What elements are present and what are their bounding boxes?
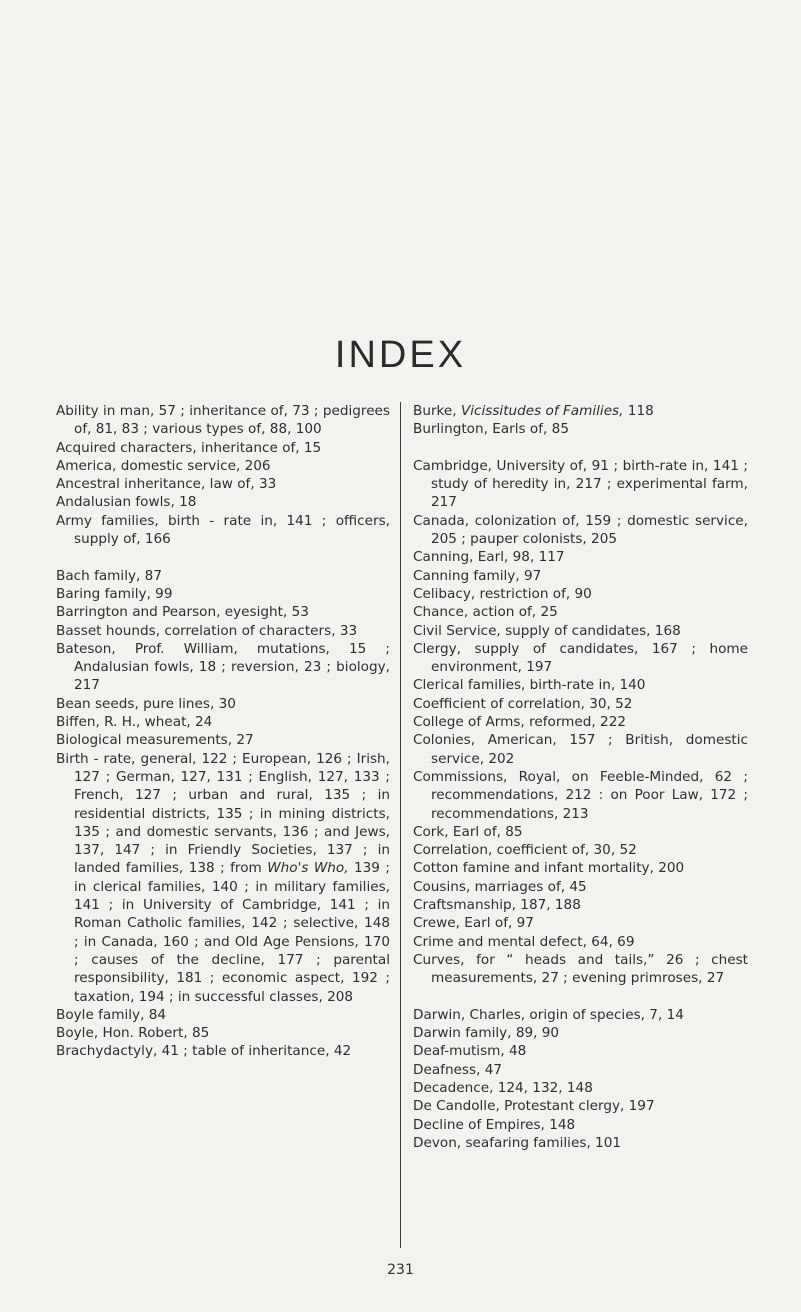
index-entry bbox=[56, 567, 390, 585]
index-entry bbox=[413, 878, 748, 896]
index-entry-text: Ancestral inheritance, law of, 33 bbox=[56, 476, 277, 493]
index-entry bbox=[56, 475, 390, 493]
index-entry-text: Boyle, Hon. Robert, 85 bbox=[56, 1025, 210, 1042]
index-entry bbox=[56, 457, 390, 475]
index-entry-text: Decline of Empires, 148 bbox=[413, 1116, 576, 1133]
index-entry-text: Canning family, 97 bbox=[413, 567, 542, 584]
index-entry-text: Cotton famine and infant mortality, 200 bbox=[413, 860, 685, 877]
index-entry bbox=[413, 1061, 748, 1079]
index-entry bbox=[56, 493, 390, 511]
index-entry-text: Bach family, 87 bbox=[56, 567, 162, 584]
index-entry-text: Bateson, Prof. William, mutations, 15 ; Andalusian fowls, 18 ; reversion, 23 ; biology, 217 bbox=[56, 640, 390, 694]
index-entry bbox=[413, 1097, 748, 1115]
index-entry bbox=[56, 713, 390, 731]
index-entry-text: Brachydactyly, 41 ; table of inheritance, 42 bbox=[56, 1043, 352, 1060]
index-entry bbox=[413, 1042, 748, 1060]
index-entry-text: Burlington, Earls of, 85 bbox=[413, 421, 569, 438]
index-entry-title: Vicissitudes of Families, bbox=[460, 403, 624, 419]
index-entry-text: Crewe, Earl of, 97 bbox=[413, 915, 534, 932]
index-entry-text: Crime and mental defect, 64, 69 bbox=[413, 933, 635, 950]
index-entry-text: Andalusian fowls, 18 bbox=[56, 494, 197, 511]
index-entry bbox=[413, 1134, 748, 1152]
index-entry bbox=[56, 512, 390, 549]
index-entry bbox=[413, 420, 748, 438]
index-entry bbox=[56, 695, 390, 713]
index-entry-text: Canning, Earl, 98, 117 bbox=[413, 549, 565, 566]
index-entry bbox=[413, 695, 748, 713]
index-entry-text-continued: 118 bbox=[623, 403, 654, 419]
index-entry bbox=[413, 896, 748, 914]
column-divider bbox=[400, 402, 401, 1248]
index-entry-text: Chance, action of, 25 bbox=[413, 604, 558, 621]
index-entry-text: Deafness, 47 bbox=[413, 1061, 503, 1078]
index-entry bbox=[413, 1116, 748, 1134]
index-entry bbox=[413, 859, 748, 877]
index-column-left bbox=[56, 402, 390, 1061]
index-entry-text: College of Arms, reformed, 222 bbox=[413, 714, 627, 731]
index-entry-text: Basset hounds, correlation of characters, 33 bbox=[56, 622, 358, 639]
index-entry bbox=[413, 548, 748, 566]
index-entry-text: Army families, birth - rate in, 141 ; officers, supply of, 166 bbox=[56, 512, 390, 548]
index-entry bbox=[56, 1006, 390, 1024]
index-entry-text: Colonies, American, 157 ; British, domestic service, 202 bbox=[413, 732, 748, 767]
index-entry bbox=[56, 731, 390, 749]
index-entry bbox=[413, 603, 748, 621]
index-entry bbox=[56, 750, 390, 1006]
index-entry bbox=[413, 567, 748, 585]
index-entry bbox=[56, 585, 390, 603]
index-entry bbox=[56, 439, 390, 457]
index-entry bbox=[413, 713, 748, 731]
index-entry bbox=[56, 640, 390, 695]
index-entry bbox=[56, 622, 390, 640]
index-entry-text: Darwin, Charles, origin of species, 7, 14 bbox=[413, 1006, 684, 1023]
index-entry bbox=[413, 585, 748, 603]
index-entry bbox=[413, 768, 748, 823]
index-entry-text: Canada, colonization of, 159 ; domestic service, 205 ; pauper colonists, 205 bbox=[413, 512, 748, 548]
index-entry-text: Clergy, supply of candidates, 167 ; home environment, 197 bbox=[413, 640, 748, 676]
index-entry-title: Who's Who, bbox=[267, 860, 349, 877]
index-entry bbox=[56, 402, 390, 439]
index-entry bbox=[56, 1042, 390, 1060]
index-entry-text: Craftsmanship, 187, 188 bbox=[413, 897, 581, 914]
page-title: INDEX bbox=[334, 334, 467, 376]
index-entry-text: Cousins, marriages of, 45 bbox=[413, 878, 587, 895]
index-entry bbox=[413, 933, 748, 951]
index-entry-text-continued: 139 ; in clerical families, 140 ; in military families, 141 ; in University of Cambridge, 141 ; in Roman Catholic families, 142 ; selective, 148 ; in Canada, 160 ; and Old Age Pensions, 170 ; causes of the decline, 177 ; parental responsibility, 181 ; economic aspect, 192 ; taxation, 194 ; in successful classes, 208 bbox=[74, 860, 390, 1005]
index-entry-text: Birth - rate, general, 122 ; European, 126 ; Irish, 127 ; German, 127, 131 ; English, 127, 133 ; French, 127 ; urban and rural, 135 ; in residential districts, 135 ; in mining districts, 135 ; and domestic servants, 136 ; and Jews, 137, 147 ; in Friendly Societies, 137 ; in landed families, 138 ; from bbox=[56, 750, 390, 877]
index-entry bbox=[413, 402, 748, 420]
index-entry-text: Celibacy, restriction of, 90 bbox=[413, 585, 592, 602]
index-entry-text: Coefficient of correlation, 30, 52 bbox=[413, 695, 633, 712]
index-entry-text: Baring family, 99 bbox=[56, 585, 173, 602]
index-entry-text: Civil Service, supply of candidates, 168 bbox=[413, 622, 681, 639]
index-entry-text: Cork, Earl of, 85 bbox=[413, 823, 523, 840]
index-entry-text: Devon, seafaring families, 101 bbox=[413, 1134, 621, 1151]
index-entry bbox=[413, 1006, 748, 1024]
index-entry bbox=[413, 823, 748, 841]
index-entry-text: Clerical families, birth-rate in, 140 bbox=[413, 677, 646, 694]
index-entry bbox=[413, 841, 748, 859]
index-entry bbox=[413, 914, 748, 932]
index-entry bbox=[56, 603, 390, 621]
index-entry bbox=[413, 731, 748, 768]
index-entry-text: Burke, bbox=[413, 403, 461, 419]
index-entry-text: Barrington and Pearson, eyesight, 53 bbox=[56, 604, 309, 621]
index-entry-text: Darwin family, 89, 90 bbox=[413, 1025, 560, 1042]
page-number: 231 bbox=[387, 1262, 414, 1278]
index-entry bbox=[413, 457, 748, 512]
index-entry-text: Ability in man, 57 ; inheritance of, 73 ; pedigrees of, 81, 83 ; various types of, 88, 100 bbox=[56, 403, 390, 438]
index-entry-text: De Candolle, Protestant clergy, 197 bbox=[413, 1098, 655, 1115]
index-entry-text: Cambridge, University of, 91 ; birth-rate in, 141 ; study of heredity in, 217 ; experimental farm, 217 bbox=[413, 457, 748, 511]
index-entry-text: Deaf-mutism, 48 bbox=[413, 1043, 527, 1060]
index-entry-text: Biffen, R. H., wheat, 24 bbox=[56, 714, 213, 731]
index-entry-text: Bean seeds, pure lines, 30 bbox=[56, 695, 236, 712]
index-entry bbox=[56, 1024, 390, 1042]
index-entry bbox=[413, 1079, 748, 1097]
index-column-right bbox=[413, 402, 748, 1152]
index-entry bbox=[413, 951, 748, 988]
index-entry-text: Commissions, Royal, on Feeble-Minded, 62 ; recommendations, 212 : on Poor Law, 172 ; recommendations, 213 bbox=[413, 768, 748, 822]
index-entry-text: Curves, for “ heads and tails,” 26 ; chest measurements, 27 ; evening primroses, 27 bbox=[413, 951, 748, 987]
index-entry-text: Correlation, coefficient of, 30, 52 bbox=[413, 842, 637, 859]
index-entry bbox=[413, 640, 748, 677]
index-entry bbox=[413, 676, 748, 694]
index-entry-text: Acquired characters, inheritance of, 15 bbox=[56, 439, 322, 456]
index-entry bbox=[413, 1024, 748, 1042]
index-entry bbox=[413, 512, 748, 549]
index-entry bbox=[413, 622, 748, 640]
index-entry-text: America, domestic service, 206 bbox=[56, 457, 271, 474]
index-entry-text: Biological measurements, 27 bbox=[56, 732, 254, 749]
index-entry-text: Boyle family, 84 bbox=[56, 1006, 167, 1023]
index-entry-text: Decadence, 124, 132, 148 bbox=[413, 1079, 593, 1096]
